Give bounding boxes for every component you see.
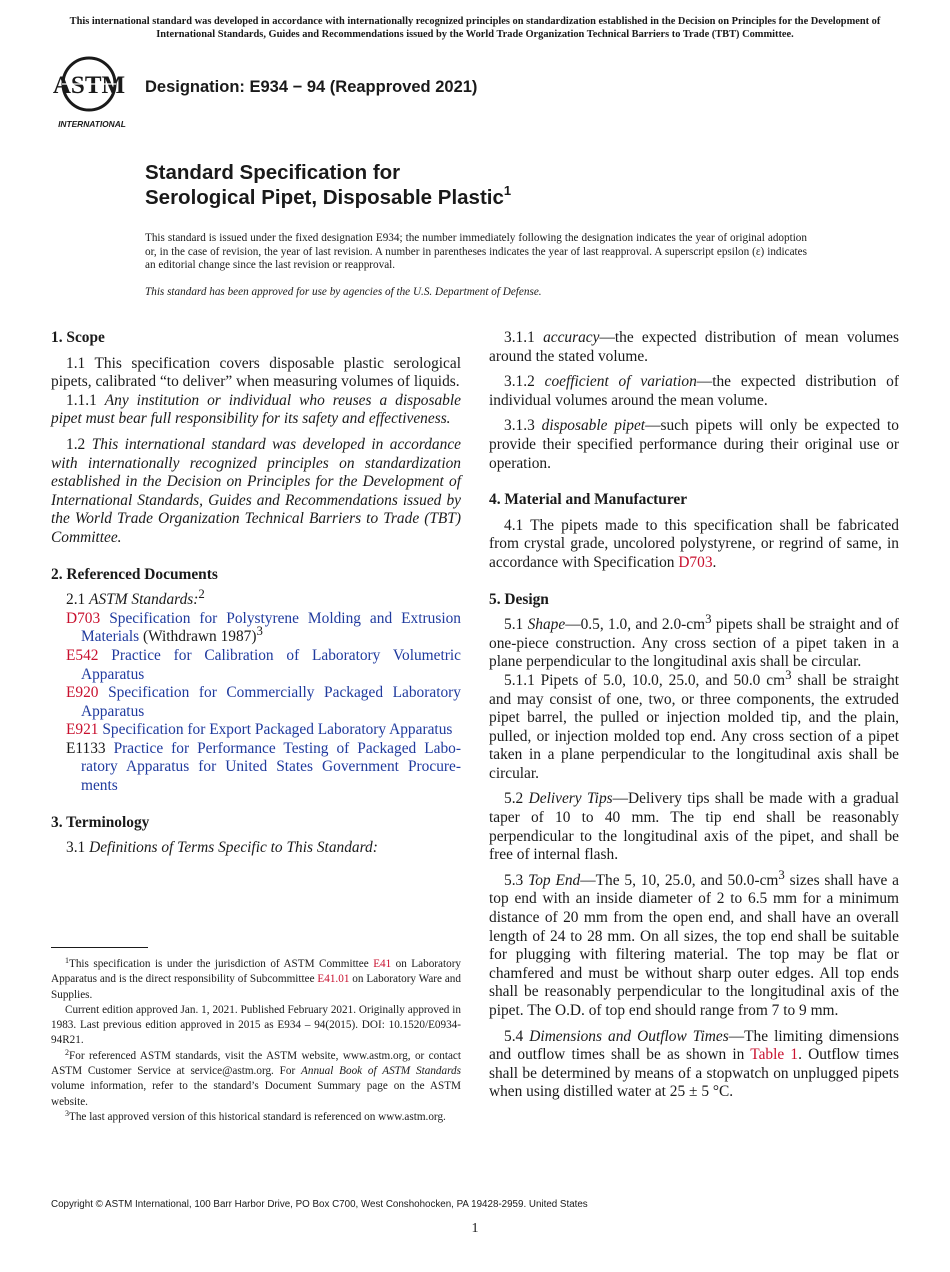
astm-logo — [52, 56, 134, 130]
ref-e1133[interactable]: E1133 Practice for Performance Testing of Packaged Laboratory Apparatus for United States Government Procurements — [66, 739, 461, 795]
astm-logo-icon — [53, 58, 126, 129]
ref-d703[interactable]: D703 Specification for Polystyrene Molding and Extrusion Materials (Withdrawn 1987)$^3$ — [66, 609, 461, 646]
para-5-3: 5.3 Top End—The 5, 10, 25.0, and $50.0-cm^3$ sizes shall have a top end with an inside diameter of 2 to 6.5 mm for a minimum distance of 20 mm from the open end, and shall have an overall length of 24 to 28 mm. On all sizes, the top end shall be suitable for plugging with filtering material. The top may be flat or chamfered and must be without sharp outer edges. All top ends shall be reasonably perpendicular to the longitudinal axis of the pipet. The O.D. of top end should range from 7 to 9 mm. — [489, 867, 900, 1019]
left-column — [51, 329, 461, 858]
issued-note: This standard is issued under the fixed designation E934; the number immediately following the designation indicates the year of original adoption or, in the case of revision, the year of last revision. A number in parentheses indicates the year of last reapproval. A superscript epsilon (ε) indicates an editorial change since the last revision or reapproval. — [145, 232, 807, 272]
para-4-1: 4.1 The pipets made to this specification shall be fabricated from crystal grade, uncolored polystyrene, or regrind of same, in accordance with Specification D703. — [489, 516, 899, 571]
right-column — [489, 329, 899, 1102]
top-note: This international standard was developed in accordance with internationally recognized principles on standardization established in the Decision on Principles for the Development of International Standards, Guides and Recommendations issued by the World Trade Organization Technical Barriers to Trade (TBT) Committee. — [69, 16, 881, 40]
ref-e542[interactable]: E542 Practice for Calibration of Laboratory Volumetric Apparatus — [66, 646, 461, 683]
footnotes — [51, 957, 461, 1125]
para-2-1: 2.1 ASTM Standards:$^2$ — [66, 587, 205, 609]
copyright: Copyright © ASTM International, 100 Barr Harbor Drive, PO Box C700, West Conshohocken, PA 19428-2959. United States — [51, 1199, 588, 1210]
link-d703[interactable]: D703 — [678, 553, 713, 571]
section-heading-referenced-documents: 2. Referenced Documents — [51, 565, 218, 583]
para-1-1-1: 1.1.1 Any institution or individual who reuses a disposable pipet must bear full responsibility for its safety and effectiveness. — [51, 391, 461, 428]
para-3-1-1: 3.1.1 accuracy—the expected distribution of mean volumes around the stated volume. — [489, 329, 899, 365]
link-e41-01[interactable]: E41.01 — [317, 973, 350, 986]
section-heading-terminology: 3. Terminology — [51, 813, 150, 831]
footnote-1: $^1$This specification is under the jurisdiction of ASTM Committee E41 on Laboratory Apparatus and is the direct responsibility of Subcommittee E41.01 on Laboratory Ware and Supplies. — [51, 956, 462, 1001]
document-title — [145, 160, 511, 210]
designation: Designation: E934 − 94 (Reapproved 2021) — [145, 78, 478, 96]
para-3-1-2: 3.1.2 coefficient of variation—the expected distribution of individual volumes around the mean volume. — [489, 373, 899, 409]
approved-note: This standard has been approved for use by agencies of the U.S. Department of Defense. — [145, 286, 542, 298]
page-number: 1 — [471, 1221, 479, 1236]
para-1-1: 1.1 This specification covers disposable plastic serological pipets, calibrated “to deliver” when measuring volumes of liquids. — [51, 354, 461, 391]
footnote-2: $^2$For referenced ASTM standards, visit the ASTM website, www.astm.org, or contact ASTM Customer Service at service@astm.org. For Annual Book of ASTM Standards volume information, refer to the standard’s Document Summary page on the ASTM website. — [51, 1047, 461, 1108]
link-table-1[interactable]: Table 1 — [750, 1046, 799, 1064]
para-5-1-1: 5.1.1 Pipets of 5.0, 10.0, 25.0, and 50.0 $cm^3$ shall be straight and may consist of one, two, or three components, the extruded pipet barrel, the pulled or injection molded tip, and the plain, pulled, or injection molded top end. Any cross section of a pipet taken in a plane perpendicular to the longitudinal axis shall be circular. — [489, 667, 899, 782]
footnote-1-edition: Current edition approved Jan. 1, 2021. Published February 2021. Originally approved in 1983. Last previous edition approved in 2015 as E934 – 94(2015). DOI: 10.1520/E0934-94R21. — [51, 1003, 461, 1047]
title-footnote-ref[interactable]: 1 — [503, 183, 512, 198]
para-3-1: 3.1 Definitions of Terms Specific to This Standard: — [66, 839, 378, 857]
para-1-2: 1.2 This international standard was developed in accordance with internationally recognized principles on standardization established in the Decision on Principles for the Development of International Standards, Guides and Recommendations issued by the World Trade Organization Technical Barriers to Trade (TBT) Committee. — [51, 435, 461, 546]
para-5-4: 5.4 Dimensions and Outflow Times—The limiting dimensions and outflow times shall be as shown in Table 1. Outflow times shall be determined by means of a stopwatch on unplugged pipets when using distilled water at 25 ± 5 °C. — [489, 1027, 899, 1101]
section-heading-material: 4. Material and Manufacturer — [489, 491, 688, 509]
section-heading-design: 5. Design — [489, 590, 549, 608]
logo-subtext: INTERNATIONAL — [58, 119, 126, 129]
footnote-3: $^3$The last approved version of this historical standard is referenced on www.astm.org. — [65, 1108, 446, 1123]
link-e41[interactable]: E41 — [373, 958, 392, 970]
logo-text: ASTM — [52, 72, 126, 99]
footnote-divider — [51, 947, 148, 948]
para-5-2: 5.2 Delivery Tips—Delivery tips shall be made with a gradual taper of 10 to 40 mm. The tip end shall be reasonably perpendicular to the longitudinal axis of the pipet, and shall be free of internal flash. — [489, 790, 899, 864]
section-heading-scope: 1. Scope — [51, 329, 105, 346]
para-5-1: 5.1 Shape—0.5, 1.0, and $2.0-cm^3$ pipets shall be straight and of one-piece construction. Any cross section of a pipet taken in a plane perpendicular to the longitudinal axis shall be circular. — [489, 612, 899, 671]
ref-e921[interactable]: E921 Specification for Export Packaged Laboratory Apparatus — [66, 721, 453, 739]
ref-e920[interactable]: E920 Specification for Commercially Packaged Laboratory Apparatus — [66, 684, 461, 720]
title-line-2: Serological Pipet, Disposable Plastic$^1$ — [145, 183, 512, 209]
title-line-1: Standard Specification for — [145, 161, 401, 184]
para-3-1-3: 3.1.3 disposable pipet—such pipets will only be expected to provide their specified performance during their original use or operation. — [489, 417, 899, 472]
